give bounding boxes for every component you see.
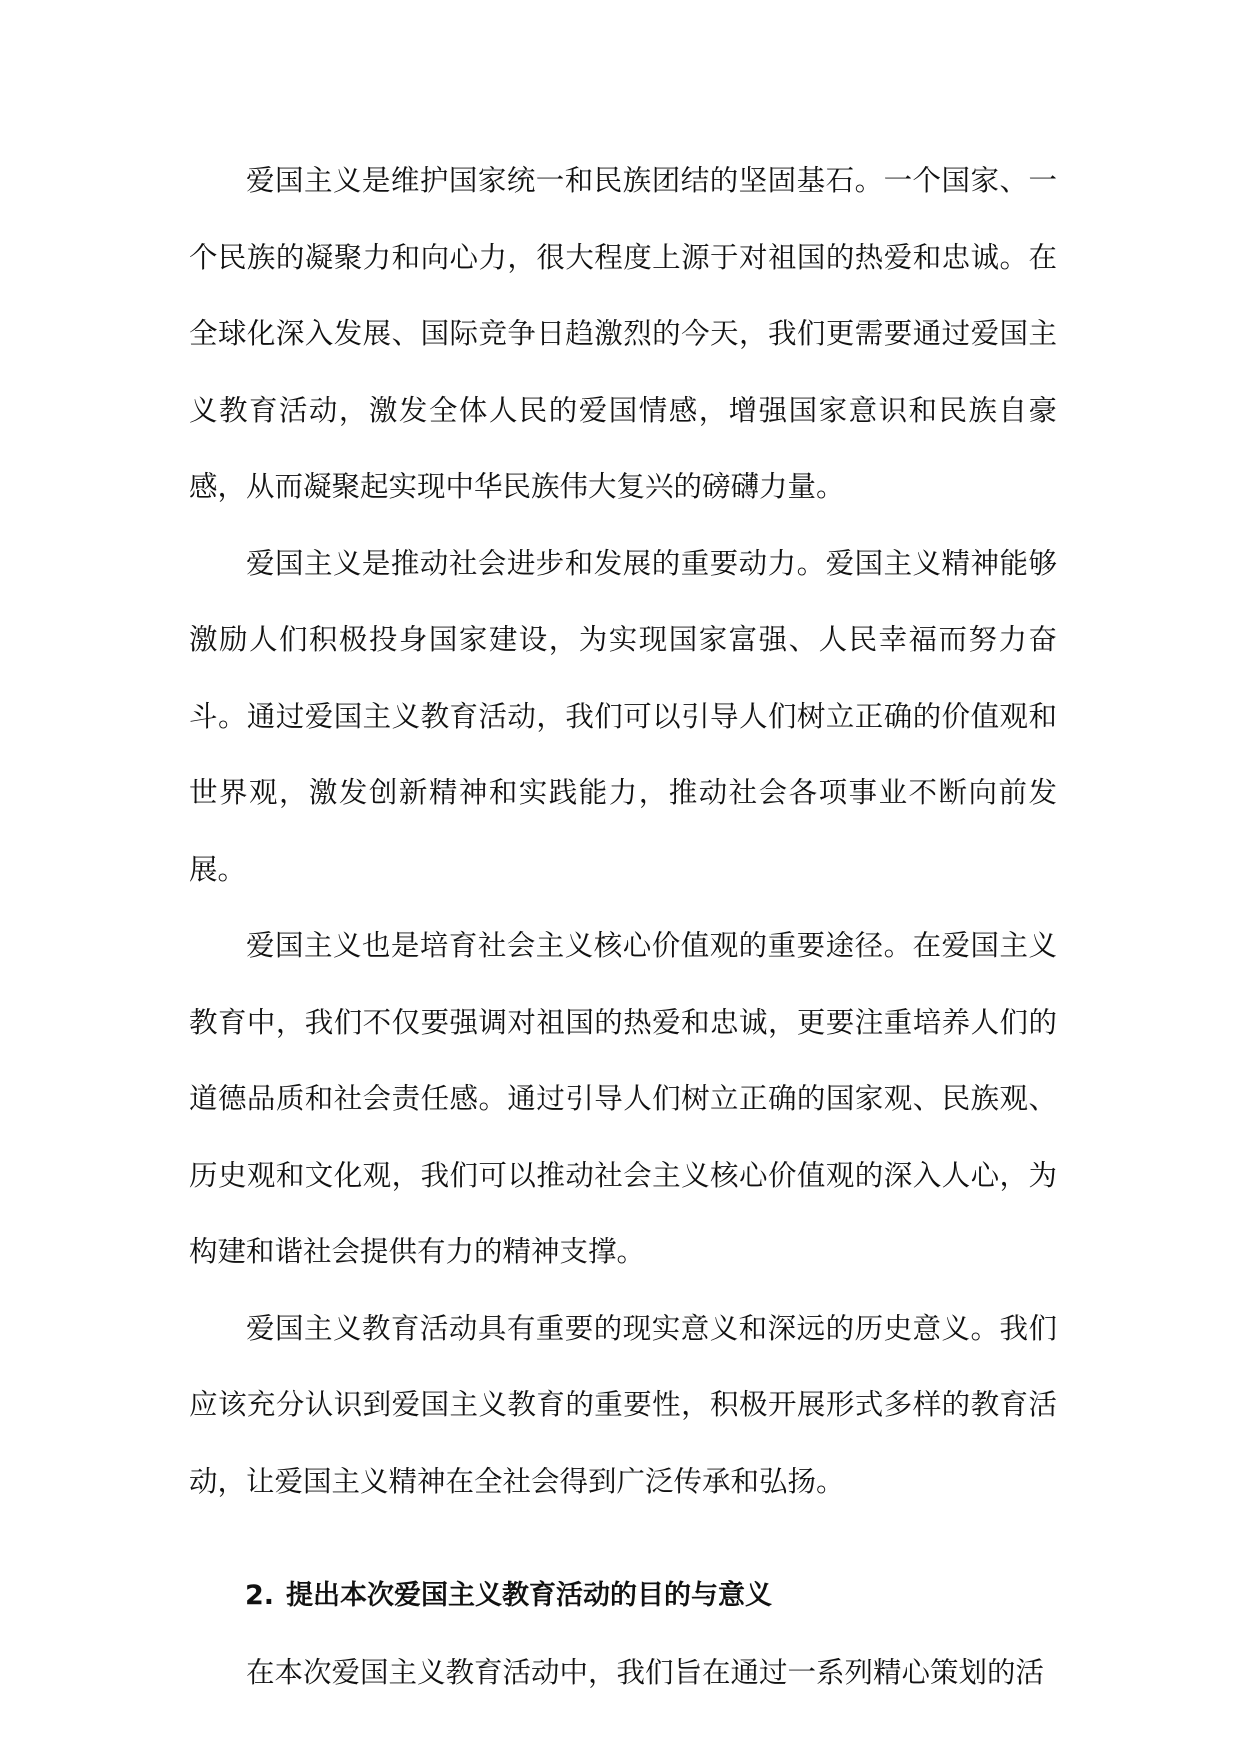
paragraph-1: 爱国主义是维护国家统一和民族团结的坚固基石。一个国家、一个民族的凝聚力和向心力，很大程度上源于对祖国的热爱和忠诚。在全球化深入发展、国际竞争日趋激烈的今天，我们更需要通过爱国主义教育活动，激发全体人民的爱国情感，增强国家意识和民族自豪感，从而凝聚起实现中华民族伟大复兴的磅礴力量。 xyxy=(189,164,1057,503)
paragraph-2: 爱国主义是推动社会进步和发展的重要动力。爱国主义精神能够激励人们积极投身国家建设，为实现国家富强、人民幸福而努力奋斗。通过爱国主义教育活动，我们可以引导人们树立正确的价值观和世界观，激发创新精神和实践能力，推动社会各项事业不断向前发展。 xyxy=(189,546,1057,886)
paragraph-4: 爱国主义教育活动具有重要的现实意义和深远的历史意义。我们应该充分认识到爱国主义教育的重要性，积极开展形式多样的教育活动，让爱国主义精神在全社会得到广泛传承和弘扬。 xyxy=(189,1311,1057,1498)
section-number: 2. xyxy=(245,1580,275,1611)
paragraph-5: 在本次爱国主义教育活动中，我们旨在通过一系列精心策划的活 xyxy=(246,1655,1045,1689)
section-title: 提出本次爱国主义教育活动的目的与意义 xyxy=(286,1580,773,1611)
paragraph-3: 爱国主义也是培育社会主义核心价值观的重要途径。在爱国主义教育中，我们不仅要强调对祖国的热爱和忠诚，更要注重培养人们的道德品质和社会责任感。通过引导人们树立正确的国家观、民族观、历史观和文化观，我们可以推动社会主义核心价值观的深入人心，为构建和谐社会提供有力的精神支撑。 xyxy=(189,929,1057,1268)
document-body xyxy=(189,143,1057,1711)
section-heading xyxy=(189,1558,1057,1635)
